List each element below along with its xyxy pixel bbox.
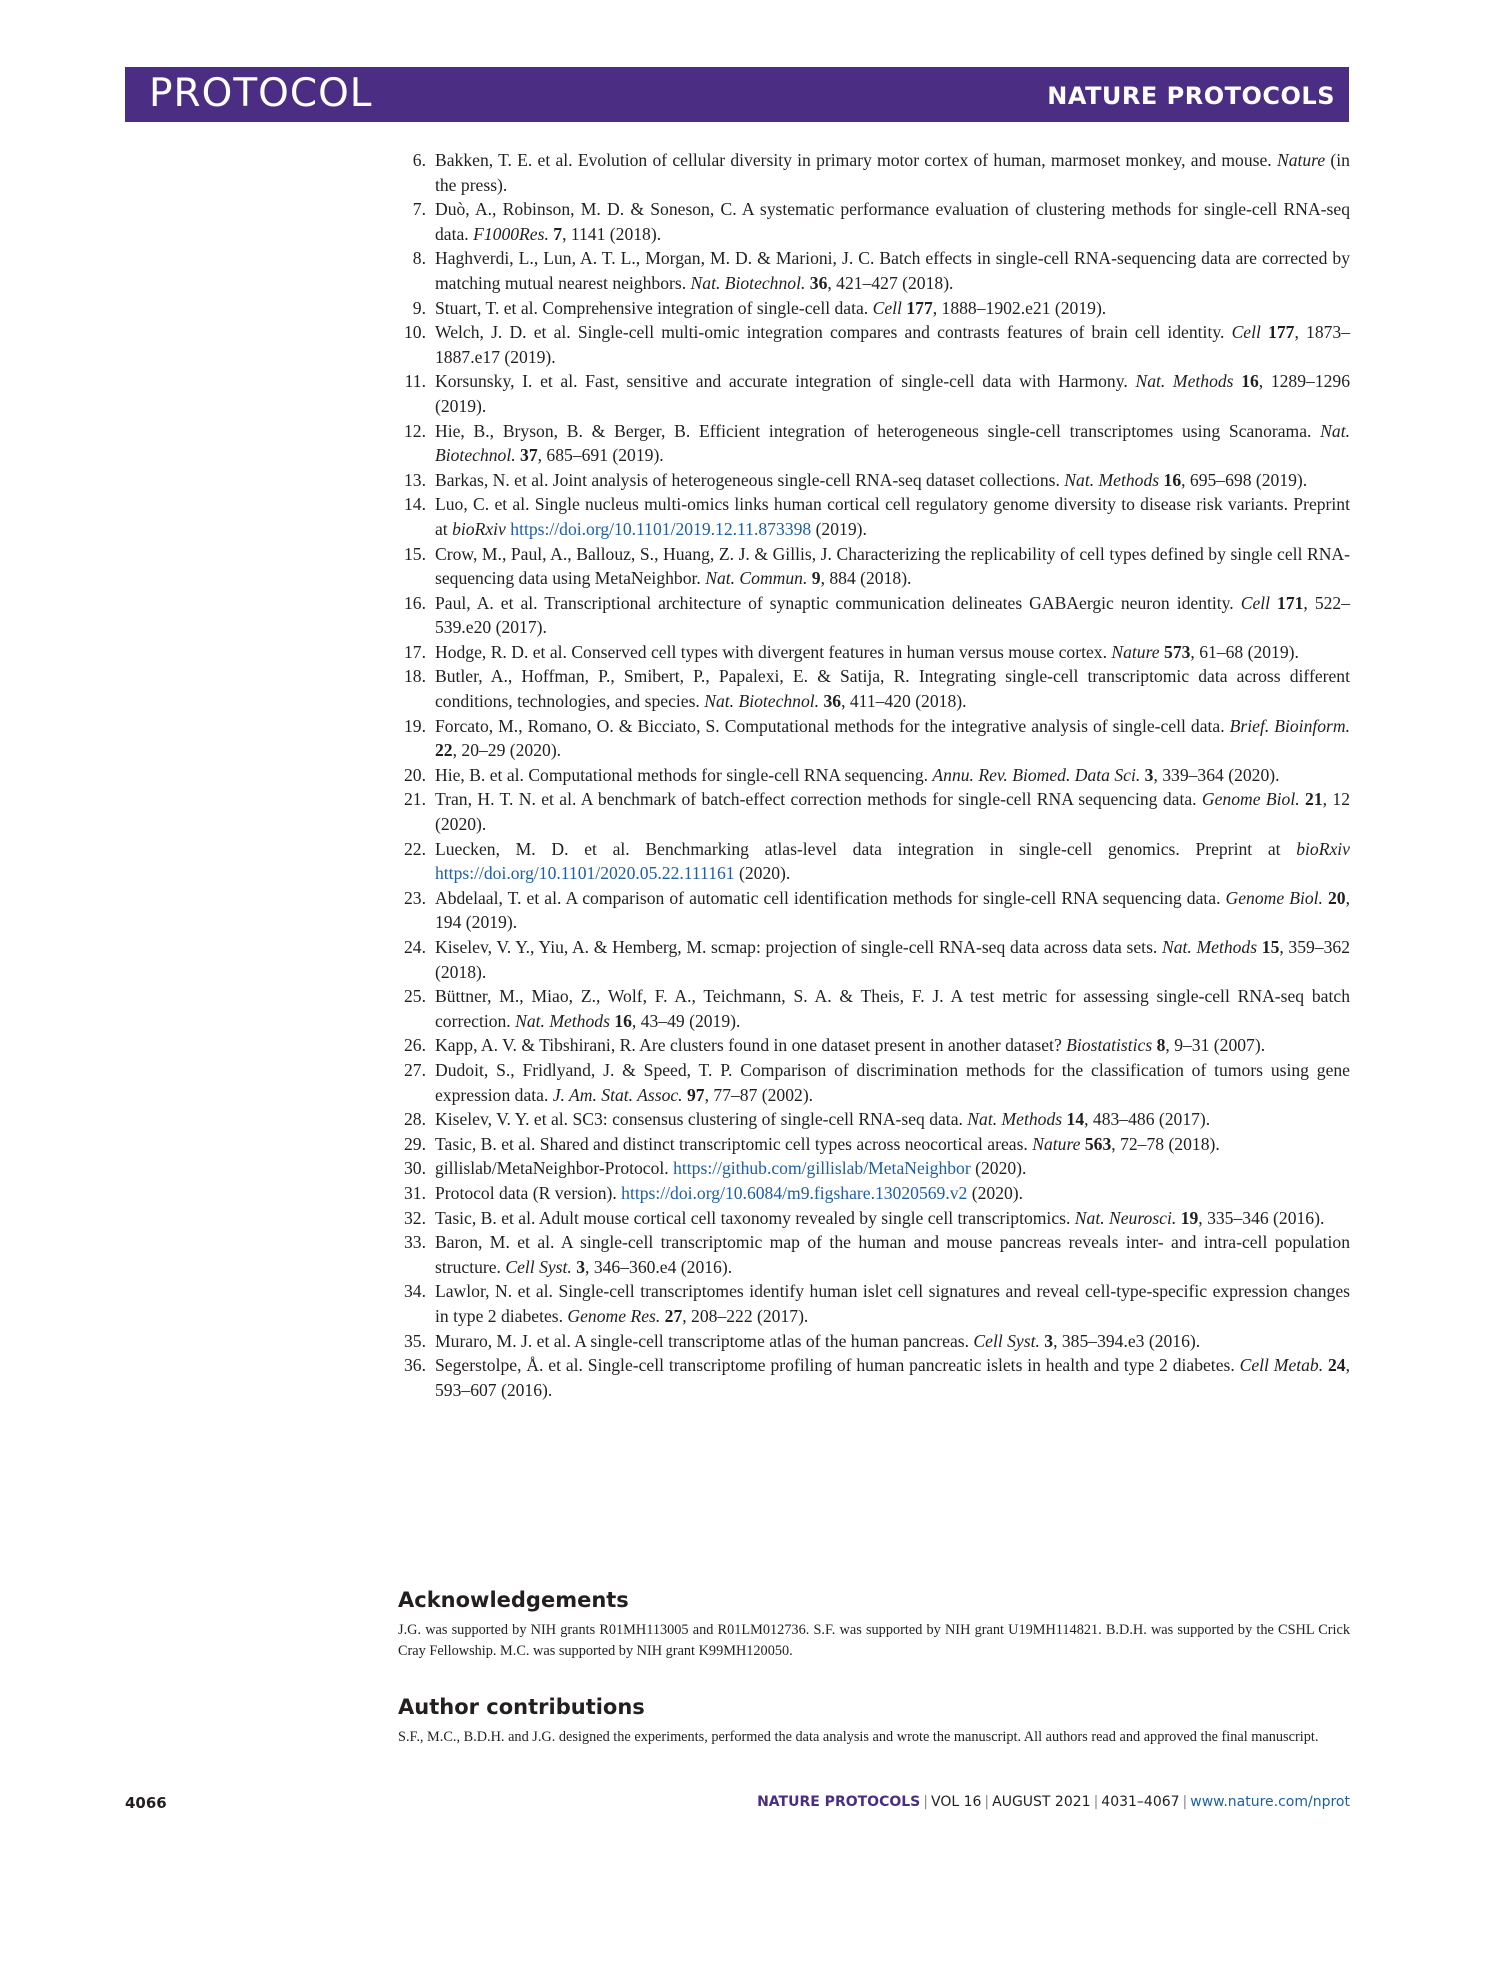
reference-number: 31. (404, 1182, 426, 1203)
reference-text: Hie, B., Bryson, B. & Berger, B. Efficient integration of heterogeneous single-cell transcriptomes using Scanorama. Nat. Biotechnol. 37, 685–691 (2019). (435, 420, 1350, 466)
reference-number: 8. (412, 248, 426, 269)
reference-item (398, 197, 1350, 246)
reference-text: Luo, C. et al. Single nucleus multi-omics links human cortical cell regulatory genome diversity to disease risk variants. Preprint at bioRxiv https://doi.org/10.1101/2019.12.11.873398 (2019). (435, 494, 1350, 539)
reference-number: 27. (404, 1059, 426, 1080)
author-contributions-text: S.F., M.C., B.D.H. and J.G. designed the experiments, performed the data analysis and wrote the manuscript. All authors read and approved the final manuscript. (398, 1729, 1319, 1745)
reference-text: gillislab/MetaNeighbor-Protocol. https://github.com/gillislab/MetaNeighbor (2020). (435, 1158, 1027, 1179)
page-number: 4066 (125, 1794, 167, 1812)
reference-number: 36. (404, 1355, 426, 1376)
reference-item (398, 591, 1350, 640)
reference-number: 34. (404, 1281, 426, 1302)
reference-number: 20. (404, 764, 426, 785)
reference-item (398, 1206, 1350, 1231)
reference-text: Bakken, T. E. et al. Evolution of cellular diversity in primary motor cortex of human, marmoset monkey, and mouse. Nature (in the press). (435, 150, 1350, 195)
reference-number: 21. (404, 789, 426, 810)
reference-text: Tasic, B. et al. Shared and distinct transcriptomic cell types across neocortical areas. Nature 563, 72–78 (2018). (435, 1133, 1220, 1154)
reference-item (398, 787, 1350, 836)
reference-text: Segerstolpe, Å. et al. Single-cell transcriptome profiling of human pancreatic islets in health and type 2 diabetes. Cell Metab. 24, 593–607 (2016). (435, 1355, 1350, 1400)
reference-text: Dudoit, S., Fridlyand, J. & Speed, T. P. Comparison of discrimination methods for the classification of tumors using gene expression data. J. Am. Stat. Assoc. 97, 77–87 (2002). (435, 1059, 1350, 1105)
reference-item (398, 492, 1350, 541)
reference-text: Muraro, M. J. et al. A single-cell transcriptome atlas of the human pancreas. Cell Syst. 3, 385–394.e3 (2016). (435, 1330, 1201, 1351)
reference-number: 28. (404, 1109, 426, 1130)
reference-text: Paul, A. et al. Transcriptional architecture of synaptic communication delineates GABAergic neuron identity. Cell 171, 522–539.e20 (2017). (435, 592, 1350, 638)
reference-number: 25. (404, 986, 426, 1007)
reference-text: Hodge, R. D. et al. Conserved cell types with divergent features in human versus mouse cortex. Nature 573, 61–68 (2019). (435, 641, 1299, 662)
reference-number: 19. (404, 715, 426, 736)
reference-item (398, 320, 1350, 369)
reference-item (398, 984, 1350, 1033)
reference-item (398, 468, 1350, 493)
reference-item (398, 1156, 1350, 1181)
reference-number: 16. (404, 592, 426, 613)
reference-list (398, 148, 1350, 1402)
reference-text: Büttner, M., Miao, Z., Wolf, F. A., Teichmann, S. A. & Theis, F. J. A test metric for assessing single-cell RNA-seq batch correction. Nat. Methods 16, 43–49 (2019). (435, 986, 1350, 1031)
acknowledgements-heading: Acknowledgements (398, 1588, 629, 1612)
reference-number: 30. (404, 1158, 426, 1179)
reference-link[interactable]: https://doi.org/10.1101/2019.12.11.873398 (510, 518, 812, 539)
section-label: PROTOCOL (149, 71, 373, 116)
reference-number: 9. (412, 297, 426, 318)
reference-item (398, 1181, 1350, 1206)
reference-number: 29. (404, 1133, 426, 1154)
reference-number: 23. (404, 887, 426, 908)
reference-item (398, 1058, 1350, 1107)
reference-number: 13. (404, 469, 426, 490)
reference-number: 17. (404, 641, 426, 662)
reference-text: Luecken, M. D. et al. Benchmarking atlas-level data integration in single-cell genomics. Preprint at bioRxiv https://doi.org/10.1101/2020.05.22.111161 (2020). (435, 838, 1350, 884)
reference-item (398, 1132, 1350, 1157)
reference-item (398, 1107, 1350, 1132)
reference-item (398, 542, 1350, 591)
reference-text: Kiselev, V. Y. et al. SC3: consensus clustering of single-cell RNA-seq data. Nat. Methods 14, 483–486 (2017). (435, 1109, 1211, 1130)
footer-date: AUGUST 2021 (992, 1794, 1091, 1810)
reference-item (398, 714, 1350, 763)
footer-pages: 4031–4067 (1101, 1794, 1180, 1810)
reference-text: Tasic, B. et al. Adult mouse cortical cell taxonomy revealed by single cell transcriptomics. Nat. Neurosci. 19, 335–346 (2016). (435, 1207, 1325, 1228)
reference-item (398, 1353, 1350, 1402)
reference-item (398, 837, 1350, 886)
reference-number: 15. (404, 543, 426, 564)
reference-text: Protocol data (R version). https://doi.org/10.6084/m9.figshare.13020569.v2 (2020). (435, 1182, 1024, 1203)
reference-link[interactable]: https://doi.org/10.1101/2020.05.22.111161 (435, 863, 735, 884)
reference-item (398, 1230, 1350, 1279)
reference-text: Kiselev, V. Y., Yiu, A. & Hemberg, M. scmap: projection of single-cell RNA-seq data across data sets. Nat. Methods 15, 359–362 (2018). (435, 937, 1351, 982)
author-contributions-heading: Author contributions (398, 1695, 645, 1719)
reference-link[interactable]: https://github.com/gillislab/MetaNeighbor (673, 1158, 971, 1179)
reference-number: 26. (404, 1035, 426, 1056)
page-header (125, 67, 1349, 122)
reference-item (398, 664, 1350, 713)
reference-item (398, 1329, 1350, 1354)
reference-text: Barkas, N. et al. Joint analysis of heterogeneous single-cell RNA-seq dataset collections. Nat. Methods 16, 695–698 (2019). (435, 469, 1308, 490)
reference-number: 11. (404, 371, 426, 392)
reference-number: 32. (404, 1207, 426, 1228)
reference-number: 10. (404, 322, 426, 343)
reference-number: 35. (404, 1330, 426, 1351)
reference-text: Hie, B. et al. Computational methods for single-cell RNA sequencing. Annu. Rev. Biomed. Data Sci. 3, 339–364 (2020). (435, 764, 1280, 785)
reference-text: Butler, A., Hoffman, P., Smibert, P., Papalexi, E. & Satija, R. Integrating single-cell transcriptomic data across different conditions, technologies, and species. Nat. Biotechnol. 36, 411–420 (2018). (435, 666, 1350, 712)
reference-text: Haghverdi, L., Lun, A. T. L., Morgan, M. D. & Marioni, J. C. Batch effects in single-cell RNA-sequencing data are corrected by matching mutual nearest neighbors. Nat. Biotechnol. 36, 421–427 (2018). (435, 248, 1350, 293)
reference-number: 7. (412, 199, 426, 220)
reference-text: Crow, M., Paul, A., Ballouz, S., Huang, Z. J. & Gillis, J. Characterizing the replicability of cell types defined by single cell RNA-sequencing data using MetaNeighbor. Nat. Commun. 9, 884 (2018). (435, 543, 1350, 589)
reference-item (398, 1279, 1350, 1328)
reference-item (398, 246, 1350, 295)
reference-item (398, 419, 1350, 468)
reference-item (398, 1033, 1350, 1058)
reference-number: 6. (412, 150, 426, 170)
reference-number: 14. (404, 494, 426, 515)
reference-number: 12. (404, 420, 426, 441)
reference-number: 24. (404, 937, 426, 957)
journal-name: NATURE PROTOCOLS (1047, 82, 1335, 110)
reference-number: 33. (404, 1232, 426, 1253)
acknowledgements-text: J.G. was supported by NIH grants R01MH113005 and R01LM012736. S.F. was supported by NIH grant U19MH114821. B.D.H. was supported by the CSHL Crick Cray Fellowship. M.C. was supported by NIH grant K99MH120050. (398, 1622, 1350, 1659)
reference-text: Stuart, T. et al. Comprehensive integration of single-cell data. Cell 177, 1888–1902.e21 (2019). (435, 297, 1107, 318)
reference-text: Forcato, M., Romano, O. & Bicciato, S. Computational methods for the integrative analysis of single-cell data. Brief. Bioinform. 22, 20–29 (2020). (435, 715, 1351, 761)
reference-text: Kapp, A. V. & Tibshirani, R. Are clusters found in one dataset present in another dataset? Biostatistics 8, 9–31 (2007). (435, 1035, 1266, 1056)
reference-item (398, 640, 1350, 665)
reference-item (398, 886, 1350, 935)
reference-number: 22. (404, 838, 426, 859)
reference-text: Welch, J. D. et al. Single-cell multi-omic integration compares and contrasts features of brain cell identity. Cell 177, 1873–1887.e17 (2019). (435, 322, 1351, 367)
reference-number: 18. (404, 666, 426, 687)
footer-url-link[interactable]: www.nature.com/nprot (1190, 1794, 1350, 1810)
footer-volume: VOL 16 (930, 1794, 982, 1810)
reference-item (398, 763, 1350, 788)
reference-text: Duò, A., Robinson, M. D. & Soneson, C. A systematic performance evaluation of clustering methods for single-cell RNA-seq data. F1000Res. 7, 1141 (2018). (435, 199, 1350, 244)
reference-text: Abdelaal, T. et al. A comparison of automatic cell identification methods for single-cell RNA sequencing data. Genome Biol. 20, 194 (2019). (435, 887, 1350, 933)
footer-journal: NATURE PROTOCOLS (757, 1794, 921, 1810)
reference-text: Tran, H. T. N. et al. A benchmark of batch-effect correction methods for single-cell RNA sequencing data. Genome Biol. 21, 12 (2020). (435, 789, 1350, 835)
reference-item (398, 369, 1350, 418)
reference-item (398, 148, 1350, 197)
reference-item (398, 296, 1350, 321)
reference-text: Lawlor, N. et al. Single-cell transcriptomes identify human islet cell signatures and reveal cell-type-specific expression changes in type 2 diabetes. Genome Res. 27, 208–222 (2017). (435, 1281, 1350, 1326)
footer-citation: NATURE PROTOCOLS | VOL 16 | AUGUST 2021 | 4031–4067 | www.nature.com/nprot (757, 1794, 1350, 1810)
reference-text: Baron, M. et al. A single-cell transcriptomic map of the human and mouse pancreas reveals inter- and intra-cell population structure. Cell Syst. 3, 346–360.e4 (2016). (435, 1232, 1350, 1277)
reference-link[interactable]: https://doi.org/10.6084/m9.figshare.13020569.v2 (621, 1182, 968, 1203)
reference-text: Korsunsky, I. et al. Fast, sensitive and accurate integration of single-cell data with Harmony. Nat. Methods 16, 1289–1296 (2019). (435, 371, 1351, 416)
reference-item (398, 935, 1350, 984)
